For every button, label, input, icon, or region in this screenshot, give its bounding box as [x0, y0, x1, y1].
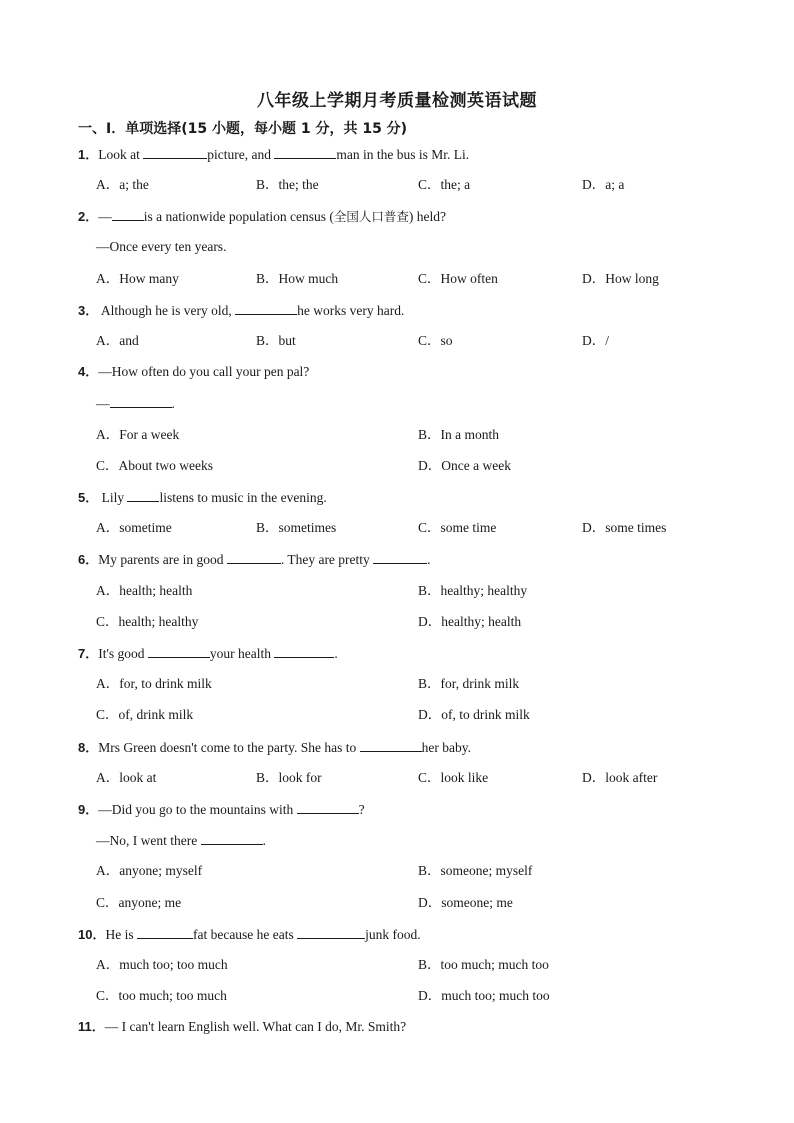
option-b: B．the; the [256, 177, 319, 192]
option-b: B．healthy; healthy [418, 583, 528, 598]
question-3: 3． Although he is very old, he works very hard. [78, 303, 405, 318]
option-a: A．much too; too much [96, 957, 228, 972]
option-b: B．sometimes [256, 520, 337, 535]
option-d: D．look after [582, 770, 658, 785]
question-number: 7． [78, 646, 99, 661]
option-b: B．In a month [418, 427, 499, 442]
question-number: 4． [78, 364, 99, 379]
option-c: C．About two weeks [96, 458, 213, 473]
option-c: C．so [418, 333, 453, 348]
question-10: 10．He is fat because he eats junk food. [78, 927, 421, 942]
answer-blank [201, 831, 263, 845]
option-d: D．a; a [582, 177, 625, 192]
option-c: C．the; a [418, 177, 471, 192]
question-7: 7．It's good your health . [78, 646, 338, 661]
option-a: A．sometime [96, 520, 172, 535]
answer-blank [137, 925, 193, 939]
section-heading: 一、I．单项选择(15 小题，每小题 1 分，共 15 分) [78, 121, 408, 137]
question-number: 8． [78, 740, 99, 755]
answer-blank [143, 145, 207, 159]
question-number: 3． [78, 303, 99, 318]
question-1: 1．Look at picture, and man in the bus is Mr. Li. [78, 147, 470, 162]
question-9: 9．—Did you go to the mountains with ? [78, 802, 365, 817]
option-b: B．How much [256, 271, 339, 286]
option-d: D．healthy; health [418, 614, 522, 629]
question-number: 6． [78, 552, 99, 567]
option-c: C．too much; too much [96, 988, 227, 1003]
option-a: A．and [96, 333, 139, 348]
option-c: C．anyone; me [96, 895, 182, 910]
answer-blank [227, 550, 281, 564]
option-a: A．look at [96, 770, 157, 785]
answer-blank [127, 488, 159, 502]
option-d: D．someone; me [418, 895, 513, 910]
answer-blank [274, 145, 336, 159]
answer-blank [148, 644, 210, 658]
option-a: A．anyone; myself [96, 863, 203, 878]
option-d: D．/ [582, 333, 609, 348]
option-b: B．too much; much too [418, 957, 549, 972]
option-d: D．of, to drink milk [418, 707, 530, 722]
question-number: 10． [78, 927, 106, 942]
answer-blank [110, 394, 172, 408]
question-number: 9． [78, 802, 99, 817]
option-a: A．for, to drink milk [96, 676, 212, 691]
option-c: C．of, drink milk [96, 707, 194, 722]
option-a: A．For a week [96, 427, 180, 442]
answer-blank [297, 800, 359, 814]
question-number: 1． [78, 147, 99, 162]
answer-blank [360, 738, 422, 752]
option-c: C．look like [418, 770, 489, 785]
answer-line: —No, I went there . [96, 833, 266, 848]
question-5: 5． Lily listens to music in the evening. [78, 490, 327, 505]
option-b: B．but [256, 333, 296, 348]
option-b: B．for, drink milk [418, 676, 520, 691]
answer-blank [235, 301, 297, 315]
answer-blank [297, 925, 365, 939]
question-2: 2．— is a nationwide population census (全国人口普查) held? [78, 209, 446, 224]
answer-line: — . [96, 396, 175, 411]
answer-blank [373, 550, 427, 564]
option-b: B．someone; myself [418, 863, 533, 878]
option-c: C．health; healthy [96, 614, 199, 629]
question-number: 2． [78, 209, 99, 224]
question-number: 11． [78, 1019, 105, 1034]
question-6: 6．My parents are in good . They are pretty . [78, 552, 431, 567]
option-d: D．much too; much too [418, 988, 550, 1003]
option-a: A．health; health [96, 583, 193, 598]
page-title: 八年级上学期月考质量检测英语试题 [257, 91, 537, 111]
option-a: A．a; the [96, 177, 149, 192]
question-8: 8．Mrs Green doesn't come to the party. She has to her baby. [78, 740, 471, 755]
answer-line: —Once every ten years. [96, 239, 227, 254]
option-c: C．How often [418, 271, 498, 286]
question-11: 11．— I can't learn English well. What can I do, Mr. Smith? [78, 1019, 407, 1034]
option-c: C．some time [418, 520, 497, 535]
answer-blank [112, 207, 144, 221]
option-d: D．Once a week [418, 458, 511, 473]
question-number: 5． [78, 490, 99, 505]
option-b: B．look for [256, 770, 322, 785]
option-d: D．some times [582, 520, 667, 535]
option-d: D．How long [582, 271, 659, 286]
question-4: 4．—How often do you call your pen pal? [78, 364, 310, 379]
option-a: A．How many [96, 271, 179, 286]
answer-blank [274, 644, 334, 658]
